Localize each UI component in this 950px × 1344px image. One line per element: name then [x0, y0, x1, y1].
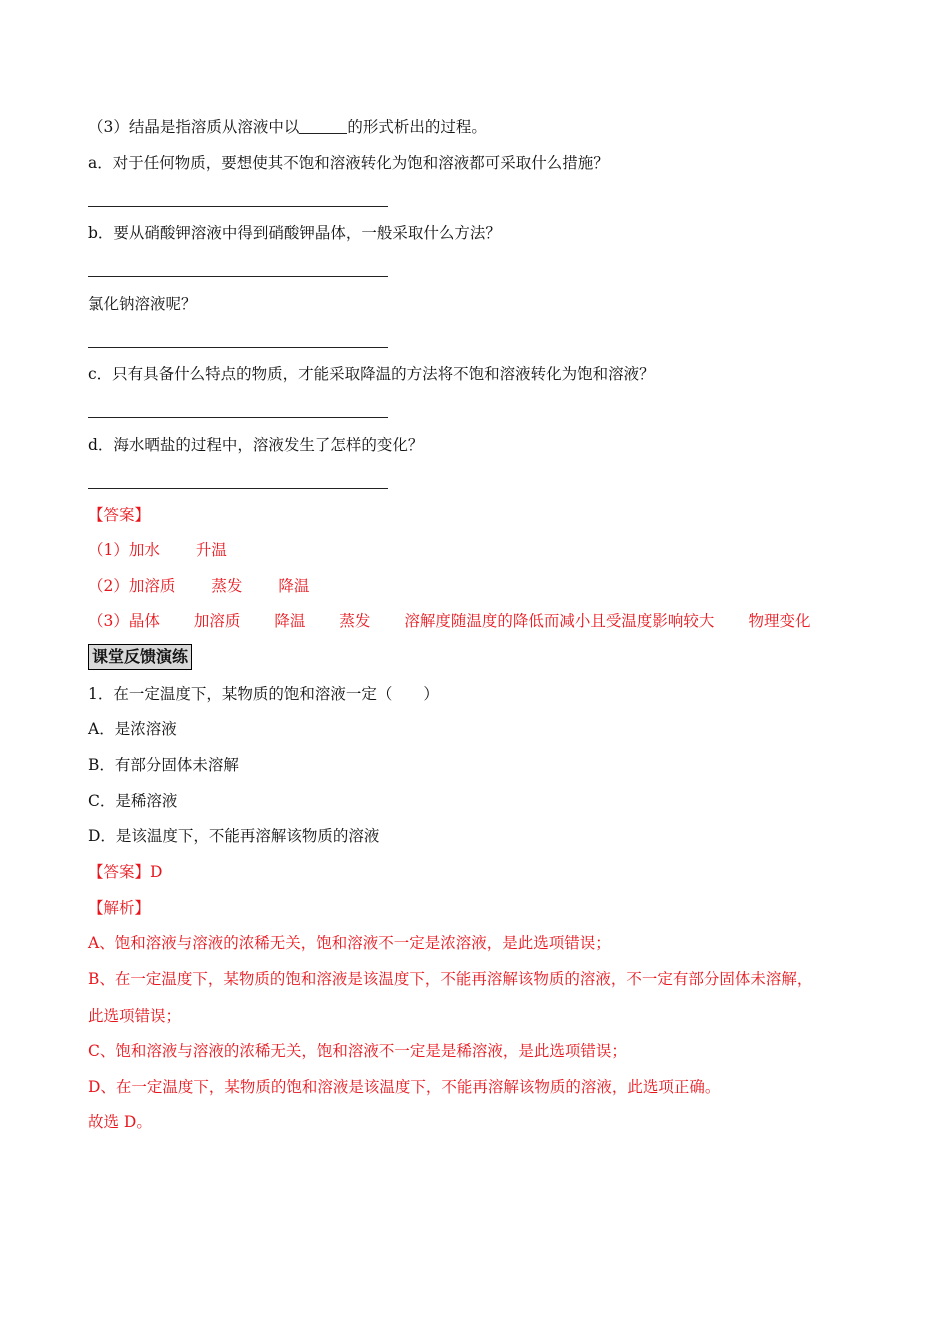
- answer-label: 【答案】: [88, 506, 151, 524]
- question-c: c．只有具备什么特点的物质，才能采取降温的方法将不饱和溶液转化为饱和溶液？: [88, 365, 655, 383]
- answer-2-item: 蒸发: [211, 577, 243, 595]
- answer-3-label: （3）晶体: [88, 612, 160, 630]
- answer-blank-d: [88, 488, 388, 489]
- option-a: A．是浓溶液: [88, 720, 177, 738]
- analysis-line: B、在一定温度下，某物质的饱和溶液是该温度下，不能再溶解该物质的溶液，不一定有部分固体未溶解，: [88, 970, 813, 988]
- q3-prefix: （3）结晶是指溶质从溶液中以: [88, 118, 300, 136]
- answer-3: [88, 610, 810, 632]
- question-1-answer: 【答案】D: [88, 863, 163, 881]
- answer-3-item: 加溶质: [193, 612, 241, 630]
- answer-3-item: 物理变化: [748, 612, 811, 630]
- question-a: a．对于任何物质，要想使其不饱和溶液转化为饱和溶液都可采取什么措施？: [88, 154, 609, 172]
- option-b: B．有部分固体未溶解: [88, 756, 239, 774]
- analysis-line: 此选项错误；: [88, 1007, 182, 1025]
- analysis-label: 【解析】: [88, 899, 151, 917]
- answer-1: [88, 539, 227, 561]
- analysis-line: D、在一定温度下，某物质的饱和溶液是该温度下，不能再溶解该物质的溶液，此选项正确。: [88, 1078, 721, 1096]
- answer-1-label: （1）加水: [88, 541, 160, 559]
- answer-1-item: 升温: [195, 541, 227, 559]
- answer-2-item: 降温: [278, 577, 310, 595]
- analysis-line: 故选 D。: [88, 1113, 152, 1131]
- option-d: D．是该温度下，不能再溶解该物质的溶液: [88, 827, 380, 845]
- analysis-line: A、饱和溶液与溶液的浓稀无关，饱和溶液不一定是浓溶液，是此选项错误；: [88, 934, 611, 952]
- question-b: b．要从硝酸钾溶液中得到硝酸钾晶体，一般采取什么方法？: [88, 224, 501, 242]
- answer-blank-b2: [88, 347, 388, 348]
- answer-3-item: 蒸发: [339, 612, 371, 630]
- q3-statement: [88, 116, 487, 138]
- answer-blank-a: [88, 206, 388, 207]
- question-b2: 氯化钠溶液呢？: [88, 295, 197, 313]
- analysis-line: C、饱和溶液与溶液的浓稀无关，饱和溶液不一定是是稀溶液，是此选项错误；: [88, 1042, 627, 1060]
- answer-2: [88, 575, 309, 597]
- answer-3-item: 降温: [274, 612, 306, 630]
- answer-blank-b: [88, 276, 388, 277]
- section-title: 课堂反馈演练: [88, 644, 192, 670]
- answer-blank-c: [88, 417, 388, 418]
- answer-3-item: 溶解度随温度的降低而减小且受温度影响较大: [404, 612, 715, 630]
- question-1-stem: 1．在一定温度下，某物质的饱和溶液一定（ ）: [88, 685, 439, 703]
- option-c: C．是稀溶液: [88, 792, 178, 810]
- fill-blank: [299, 117, 347, 134]
- answer-2-label: （2）加溶质: [88, 577, 176, 595]
- q3-suffix: 的形式析出的过程。: [347, 118, 487, 136]
- question-d: d．海水晒盐的过程中，溶液发生了怎样的变化？: [88, 436, 424, 454]
